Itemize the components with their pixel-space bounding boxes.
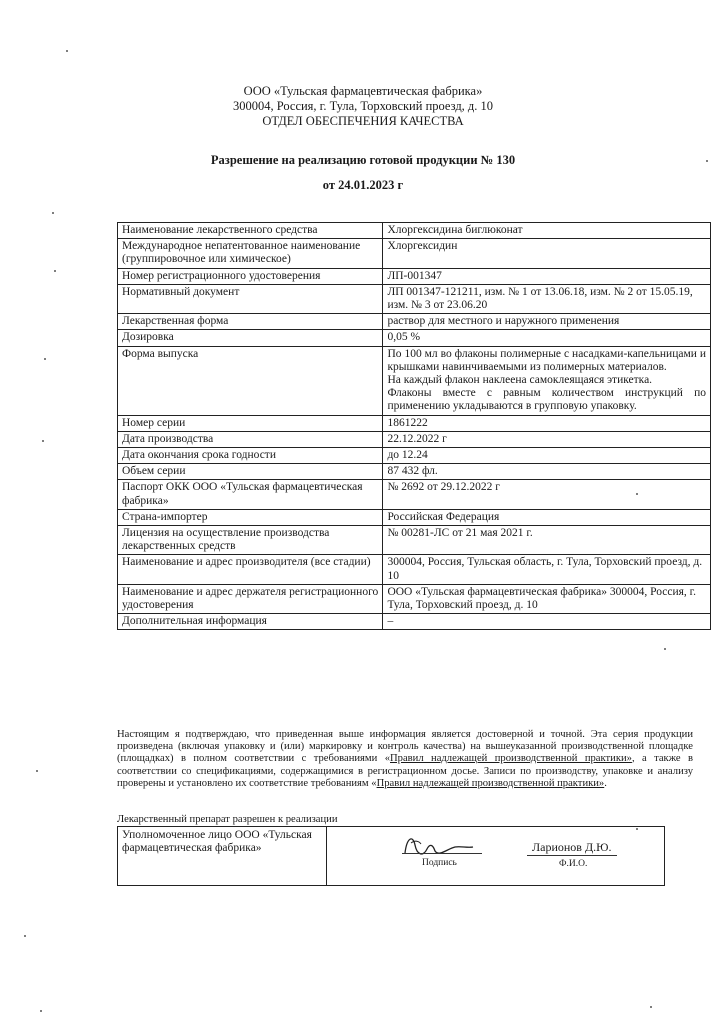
name-line bbox=[527, 855, 617, 856]
signature-line bbox=[402, 853, 482, 854]
row-value: до 12.24 bbox=[383, 448, 711, 464]
row-value: ООО «Тульская фармацевтическая фабрика» 300004, Россия, г. Тула, Торховский проезд, д. 10 bbox=[383, 584, 711, 613]
department-name: ОТДЕЛ ОБЕСПЕЧЕНИЯ КАЧЕСТВА bbox=[262, 114, 464, 128]
row-key: Дозировка bbox=[118, 330, 383, 346]
table-row bbox=[118, 431, 711, 447]
scan-speck bbox=[66, 50, 68, 52]
gmp-rules-reference: Правил надлежащей производственной практики» bbox=[390, 753, 632, 765]
row-value bbox=[383, 346, 711, 415]
row-value: Российская Федерация bbox=[383, 509, 711, 525]
scan-speck bbox=[44, 358, 46, 360]
release-form-paragraph: На каждый флакон наклеена самоклеящаяся этикетка. bbox=[387, 374, 653, 387]
letterhead bbox=[0, 84, 726, 129]
company-address: 300004, Россия, г. Тула, Торховский проезд, д. 10 bbox=[232, 99, 494, 113]
row-value: № 00281-ЛС от 21 мая 2021 г. bbox=[383, 526, 711, 555]
release-form-paragraph: Флаконы вместе с равным количеством инструкций по применению укладываются в групповую упаковку. bbox=[387, 387, 706, 413]
table-row bbox=[118, 330, 711, 346]
row-value: 0,05 % bbox=[383, 330, 711, 346]
scan-speck bbox=[40, 1010, 42, 1012]
scan-speck bbox=[706, 160, 708, 162]
row-value: 22.12.2022 г bbox=[383, 431, 711, 447]
table-row bbox=[118, 526, 711, 555]
row-key: Форма выпуска bbox=[118, 346, 383, 415]
row-key: Лекарственная форма bbox=[118, 314, 383, 330]
scan-speck bbox=[650, 1006, 652, 1008]
row-value: № 2692 от 29.12.2022 г bbox=[383, 480, 711, 509]
table-row bbox=[118, 448, 711, 464]
name-caption: Ф.И.О. bbox=[559, 859, 588, 869]
table-row bbox=[118, 555, 711, 584]
table-row bbox=[118, 223, 711, 239]
release-form-paragraph: По 100 мл во флаконы полимерные с насадками-капельницами и крышками навинчиваемыми из полимерных материалов. bbox=[387, 347, 706, 373]
product-info-table bbox=[117, 222, 711, 630]
row-key: Нормативный документ bbox=[118, 284, 383, 313]
table-row bbox=[118, 464, 711, 480]
row-key: Номер серии bbox=[118, 415, 383, 431]
table-row bbox=[118, 480, 711, 509]
table-row bbox=[118, 314, 711, 330]
scan-speck bbox=[664, 648, 666, 650]
row-key: Паспорт ОКК ООО «Тульская фармацевтическая фабрика» bbox=[118, 480, 383, 509]
document-date: от 24.01.2023 г bbox=[322, 178, 404, 192]
scan-speck bbox=[24, 935, 26, 937]
scan-speck bbox=[36, 770, 38, 772]
table-row bbox=[118, 268, 711, 284]
row-value: 300004, Россия, Тульская область, г. Тула, Торховский проезд, д. 10 bbox=[383, 555, 711, 584]
authorized-person: Уполномоченное лицо ООО «Тульская фармацевтическая фабрика» bbox=[118, 827, 327, 886]
row-key: Номер регистрационного удостоверения bbox=[118, 268, 383, 284]
row-key: Лицензия на осуществление производства лекарственных средств bbox=[118, 526, 383, 555]
row-key: Международное непатентованное наименование (группировочное или химическое) bbox=[118, 239, 383, 268]
row-value: – bbox=[383, 614, 711, 630]
scan-speck bbox=[636, 828, 638, 830]
release-approval-text: Лекарственный препарат разрешен к реализации bbox=[117, 814, 338, 825]
row-value: Хлоргексидина биглюконат bbox=[383, 223, 711, 239]
row-value: раствор для местного и наружного применения bbox=[383, 314, 711, 330]
row-key: Наименование и адрес держателя регистрационного удостоверения bbox=[118, 584, 383, 613]
row-value: ЛП 001347-121211, изм. № 1 от 13.06.18, изм. № 2 от 15.05.19, изм. № 3 от 23.06.20 bbox=[383, 284, 711, 313]
statement-text: , а также в соответствии со спецификациями, содержащимися в регистрационном досье. Записи по производству, упаковке и анализу проверены и установлено их соответствие требованиям « bbox=[117, 753, 693, 789]
table-row bbox=[118, 346, 711, 415]
statement-text: . bbox=[604, 777, 607, 789]
company-name: ООО «Тульская фармацевтическая фабрика» bbox=[243, 84, 483, 98]
row-value: 87 432 фл. bbox=[383, 464, 711, 480]
row-key: Дата окончания срока годности bbox=[118, 448, 383, 464]
row-value: Хлоргексидин bbox=[383, 239, 711, 268]
signer-name: Ларионов Д.Ю. bbox=[532, 840, 612, 854]
row-key: Объем серии bbox=[118, 464, 383, 480]
scan-speck bbox=[636, 493, 638, 495]
row-value: ЛП-001347 bbox=[383, 268, 711, 284]
table-row bbox=[118, 584, 711, 613]
signature-cell bbox=[327, 827, 665, 886]
row-value: 1861222 bbox=[383, 415, 711, 431]
row-key: Наименование лекарственного средства bbox=[118, 223, 383, 239]
document-title: Разрешение на реализацию готовой продукции № 130 bbox=[210, 153, 516, 167]
scan-speck bbox=[52, 212, 54, 214]
scan-speck bbox=[42, 440, 44, 442]
row-key: Страна-импортер bbox=[118, 509, 383, 525]
table-row bbox=[118, 415, 711, 431]
table-row bbox=[118, 509, 711, 525]
table-row bbox=[118, 614, 711, 630]
signature-caption: Подпись bbox=[422, 858, 457, 868]
row-key: Дата производства bbox=[118, 431, 383, 447]
statement-text: Настоящим я подтверждаю, что приведенная выше информация является достоверной и точной. Эта серия продукции произведена (включая упаковку и (или) маркировку и контроль качества) на вышеуказанной производственной площадке (площадках) в полном соответствии с требованиями « bbox=[117, 729, 693, 765]
scan-speck bbox=[54, 270, 56, 272]
table-row bbox=[118, 284, 711, 313]
signature-table bbox=[117, 826, 665, 886]
table-row bbox=[118, 239, 711, 268]
row-key: Дополнительная информация bbox=[118, 614, 383, 630]
confirmation-statement bbox=[117, 729, 693, 790]
gmp-rules-reference: Правил надлежащей производственной практики» bbox=[376, 777, 605, 789]
row-key: Наименование и адрес производителя (все стадии) bbox=[118, 555, 383, 584]
